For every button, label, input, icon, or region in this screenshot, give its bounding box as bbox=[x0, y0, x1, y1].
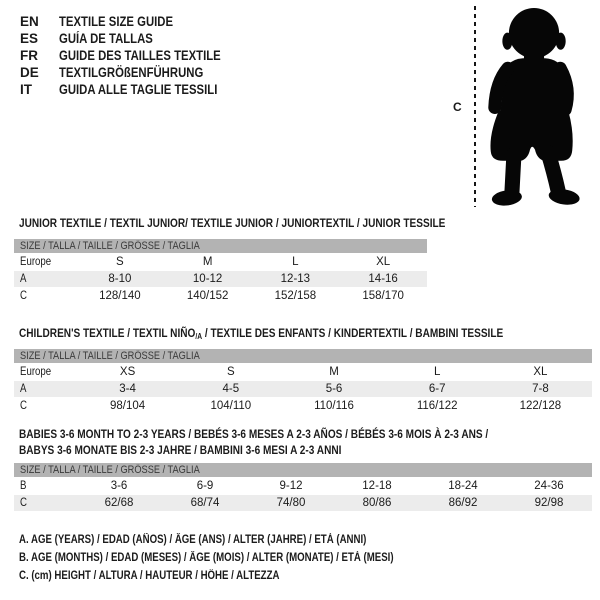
language-row bbox=[20, 81, 252, 98]
table-header-text: SIZE / TALLA / TAILLE / GRÖSSE / TAGLIA bbox=[20, 350, 200, 362]
table-header-bar bbox=[14, 349, 592, 363]
table-cell: 12-18 bbox=[362, 480, 392, 492]
table-row bbox=[14, 495, 592, 511]
row-label: C bbox=[20, 400, 27, 412]
table-cell: S bbox=[226, 366, 235, 378]
table-row bbox=[14, 398, 592, 414]
note-age-years: A. AGE (YEARS) / EDAD (AÑOS) / ÂGE (ANS) / ALTER (JAHRE) / ETÀ (ANNI) bbox=[19, 534, 367, 546]
table-row bbox=[14, 364, 592, 380]
language-title-list bbox=[20, 13, 252, 98]
language-title: TEXTILE SIZE GUIDE bbox=[59, 14, 174, 29]
row-label: Europe bbox=[20, 256, 52, 268]
table-cell: L bbox=[292, 256, 299, 268]
table-cell: 4-5 bbox=[222, 383, 240, 395]
toddler-silhouette-icon bbox=[480, 4, 582, 211]
table-row bbox=[14, 381, 592, 397]
row-label: C bbox=[20, 497, 27, 509]
section-title-text: BABYS 3-6 MONATE BIS 2-3 JAHRE / BAMBINI 3-6 MESI A 2-3 ANNI bbox=[19, 443, 342, 457]
note-height: C. (cm) HEIGHT / ALTURA / HAUTEUR / HÖHE / ALTEZZA bbox=[19, 570, 280, 582]
table-cell: L bbox=[434, 366, 441, 378]
row-label: A bbox=[20, 383, 27, 395]
height-measure-line bbox=[474, 6, 476, 207]
section-title-text: BABIES 3-6 MONTH TO 2-3 YEARS / BEBÉS 3-6 MESES A 2-3 AÑOS / BÉBÉS 3-6 MOIS À 2-3 ANS / bbox=[19, 427, 489, 441]
table-cell: 140/152 bbox=[186, 290, 229, 302]
babies-size-table bbox=[14, 463, 592, 512]
table-cell: 6-9 bbox=[196, 480, 214, 492]
language-title: GUIDA ALLE TAGLIE TESSILI bbox=[59, 82, 218, 97]
language-title: GUIDE DES TAILLES TEXTILE bbox=[59, 48, 221, 63]
section-title-childrens bbox=[19, 325, 595, 345]
table-cell: 74/80 bbox=[276, 497, 306, 509]
note-age-months: B. AGE (MONTHS) / EDAD (MESES) / ÂGE (MOIS) / ALTER (MONATE) / ETÀ (MESI) bbox=[19, 552, 394, 564]
table-cell: 128/140 bbox=[99, 290, 141, 302]
table-cell: XS bbox=[119, 366, 136, 378]
junior-size-table bbox=[14, 239, 427, 305]
table-cell: 62/68 bbox=[104, 497, 134, 509]
table-cell: 8-10 bbox=[108, 273, 132, 285]
table-cell: 110/116 bbox=[314, 400, 354, 412]
table-cell: 152/158 bbox=[274, 290, 317, 302]
language-row bbox=[20, 13, 252, 30]
language-row bbox=[20, 47, 252, 64]
language-row bbox=[20, 64, 252, 81]
table-cell: 80/86 bbox=[362, 497, 392, 509]
row-label: Europe bbox=[20, 366, 52, 378]
table-cell: 18-24 bbox=[448, 480, 478, 492]
language-code: ES bbox=[20, 31, 39, 46]
table-cell: 98/104 bbox=[110, 400, 146, 412]
language-code: DE bbox=[20, 65, 39, 80]
table-cell: XL bbox=[376, 256, 391, 268]
height-figure bbox=[440, 0, 600, 215]
language-row bbox=[20, 30, 252, 47]
table-cell: 5-6 bbox=[325, 383, 343, 395]
table-row bbox=[14, 288, 427, 304]
table-cell: 7-8 bbox=[532, 383, 549, 395]
table-cell: 3-4 bbox=[119, 383, 136, 395]
table-cell: 6-7 bbox=[428, 383, 446, 395]
table-cell: 9-12 bbox=[279, 480, 303, 492]
legend-notes bbox=[19, 531, 465, 585]
language-title: TEXTILGRÖßENFÜHRUNG bbox=[59, 65, 204, 80]
table-cell: 12-13 bbox=[280, 273, 311, 285]
table-cell: 92/98 bbox=[534, 497, 564, 509]
row-label: C bbox=[20, 290, 27, 302]
table-cell: 122/128 bbox=[519, 400, 562, 412]
height-measure-label: C bbox=[453, 100, 462, 114]
table-cell: 86/92 bbox=[448, 497, 478, 509]
table-cell: S bbox=[116, 256, 124, 268]
section-title-text: JUNIOR TEXTILE / TEXTIL JUNIOR/ TEXTILE JUNIOR / JUNIORTEXTIL / JUNIOR TESSILE bbox=[19, 216, 446, 230]
language-code: FR bbox=[20, 48, 38, 63]
language-code: IT bbox=[20, 82, 32, 97]
table-cell: 68/74 bbox=[190, 497, 220, 509]
section-title-babies bbox=[19, 426, 578, 458]
table-cell: 14-16 bbox=[368, 273, 398, 285]
section-title-junior bbox=[19, 215, 527, 231]
table-header-bar bbox=[14, 463, 592, 477]
childrens-size-table bbox=[14, 349, 592, 415]
language-code: EN bbox=[20, 14, 39, 29]
table-cell: 116/122 bbox=[416, 400, 458, 412]
row-label: A bbox=[20, 273, 27, 285]
table-cell: 158/170 bbox=[362, 290, 404, 302]
table-cell: 10-12 bbox=[192, 273, 223, 285]
table-cell: 104/110 bbox=[210, 400, 252, 412]
table-row bbox=[14, 254, 427, 270]
table-row bbox=[14, 271, 427, 287]
table-cell: XL bbox=[533, 366, 548, 378]
table-cell: 24-36 bbox=[534, 480, 564, 492]
table-header-text: SIZE / TALLA / TAILLE / GRÖSSE / TAGLIA bbox=[20, 464, 200, 476]
table-cell: M bbox=[329, 366, 339, 378]
table-header-text: SIZE / TALLA / TAILLE / GRÖSSE / TAGLIA bbox=[20, 240, 200, 252]
table-cell: M bbox=[202, 256, 213, 268]
language-title: GUÍA DE TALLAS bbox=[59, 31, 153, 46]
table-row bbox=[14, 478, 592, 494]
row-label: B bbox=[20, 480, 27, 492]
table-header-bar bbox=[14, 239, 427, 253]
section-title-text: CHILDREN'S TEXTILE / TEXTIL $NIÑO_{/A}$ / TEXTILE DES ENFANTS / KINDERTEXTIL / BAMBINI TESSILE bbox=[19, 326, 504, 341]
table-cell: 3-6 bbox=[110, 480, 128, 492]
